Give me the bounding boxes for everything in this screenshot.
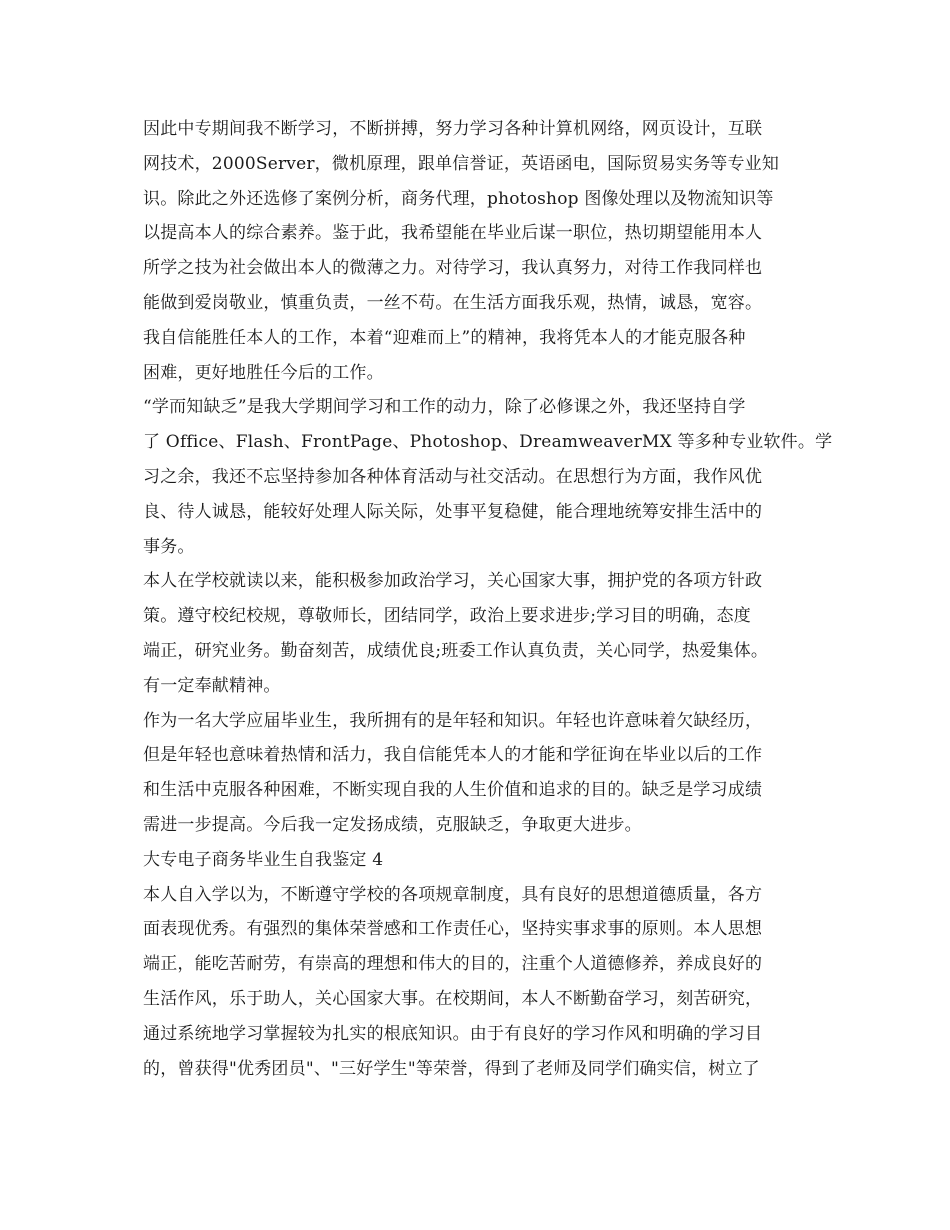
text-line: 生活作风，乐于助人，关心国家大事。在校期间，本人不断勤奋学习，刻苦研究， bbox=[143, 988, 763, 1009]
text-line: 和生活中克服各种困难，不断实现自我的人生价值和追求的目的。缺乏是学习成绩 bbox=[143, 780, 763, 801]
text-line: 端正，研究业务。勤奋刻苦，成绩优良;班委工作认真负责，关心同学，热爱集体。 bbox=[143, 640, 769, 661]
text-line: 网技术，2000Server，微机原理，跟单信誉证，英语函电，国际贸易实务等专业知 bbox=[143, 153, 780, 174]
text-line: 识。除此之外还选修了案例分析，商务代理，photoshop 图像处理以及物流知识等 bbox=[143, 188, 774, 209]
section-heading: 大专电子商务毕业生自我鉴定 4 bbox=[143, 849, 384, 870]
text-line: 能做到爱岗敬业，慎重负责，一丝不苟。在生活方面我乐观，热情，诚恳，宽容。 bbox=[143, 292, 763, 313]
text-line: 了 Office、Flash、FrontPage、Photoshop、DreamweaverMX 等多种专业软件。学 bbox=[143, 432, 833, 453]
text-line: 通过系统地学习掌握较为扎实的根底知识。由于有良好的学习作风和明确的学习目 bbox=[143, 1023, 763, 1044]
text-line: 我自信能胜任本人的工作，本着“迎难而上”的精神，我将凭本人的才能克服各种 bbox=[143, 327, 746, 348]
text-line: 良、待人诚恳，能较好处理人际关际，处事平复稳健，能合理地统筹安排生活中的 bbox=[143, 501, 763, 522]
text-line: 作为一名大学应届毕业生，我所拥有的是年轻和知识。年轻也许意味着欠缺经历， bbox=[143, 710, 763, 731]
text-line: 以提高本人的综合素养。鉴于此，我希望能在毕业后谋一职位，热切期望能用本人 bbox=[143, 223, 763, 244]
text-line: 的，曾获得"优秀团员"、"三好学生"等荣誉，得到了老师及同学们确实信，树立了 bbox=[143, 1058, 760, 1079]
text-line: 本人在学校就读以来，能积极参加政治学习，关心国家大事，拥护党的各项方针政 bbox=[143, 571, 763, 592]
text-line: 困难，更好地胜任今后的工作。 bbox=[143, 362, 384, 383]
text-line: 需进一步提高。今后我一定发扬成绩，克服缺乏，争取更大进步。 bbox=[143, 814, 642, 835]
text-line: 有一定奉献精神。 bbox=[143, 675, 281, 696]
text-line: 事务。 bbox=[143, 536, 195, 557]
text-line: 因此中专期间我不断学习，不断拼搏，努力学习各种计算机网络，网页设计，互联 bbox=[143, 119, 763, 139]
text-line: 端正，能吃苦耐劳，有崇高的理想和伟大的目的，注重个人道德修养，养成良好的 bbox=[143, 954, 763, 975]
text-line: 策。遵守校纪校规，尊敬师长，团结同学，政治上要求进步;学习目的明确，态度 bbox=[143, 606, 751, 627]
document-body bbox=[143, 112, 833, 1086]
text-line: 所学之技为社会做出本人的微薄之力。对待学习，我认真努力，对待工作我同样也 bbox=[143, 258, 763, 279]
text-line: 习之余，我还不忘坚持参加各种体育活动与社交活动。在思想行为方面，我作风优 bbox=[143, 466, 763, 487]
text-line: 面表现优秀。有强烈的集体荣誉感和工作责任心，坚持实事求事的原则。本人思想 bbox=[143, 919, 763, 940]
text-line: 本人自入学以为，不断遵守学校的各项规章制度，具有良好的思想道德质量，各方 bbox=[143, 884, 763, 905]
text-line: “学而知缺乏”是我大学期间学习和工作的动力，除了必修课之外，我还坚持自学 bbox=[143, 397, 746, 418]
text-line: 但是年轻也意味着热情和活力，我自信能凭本人的才能和学征询在毕业以后的工作 bbox=[143, 745, 763, 766]
